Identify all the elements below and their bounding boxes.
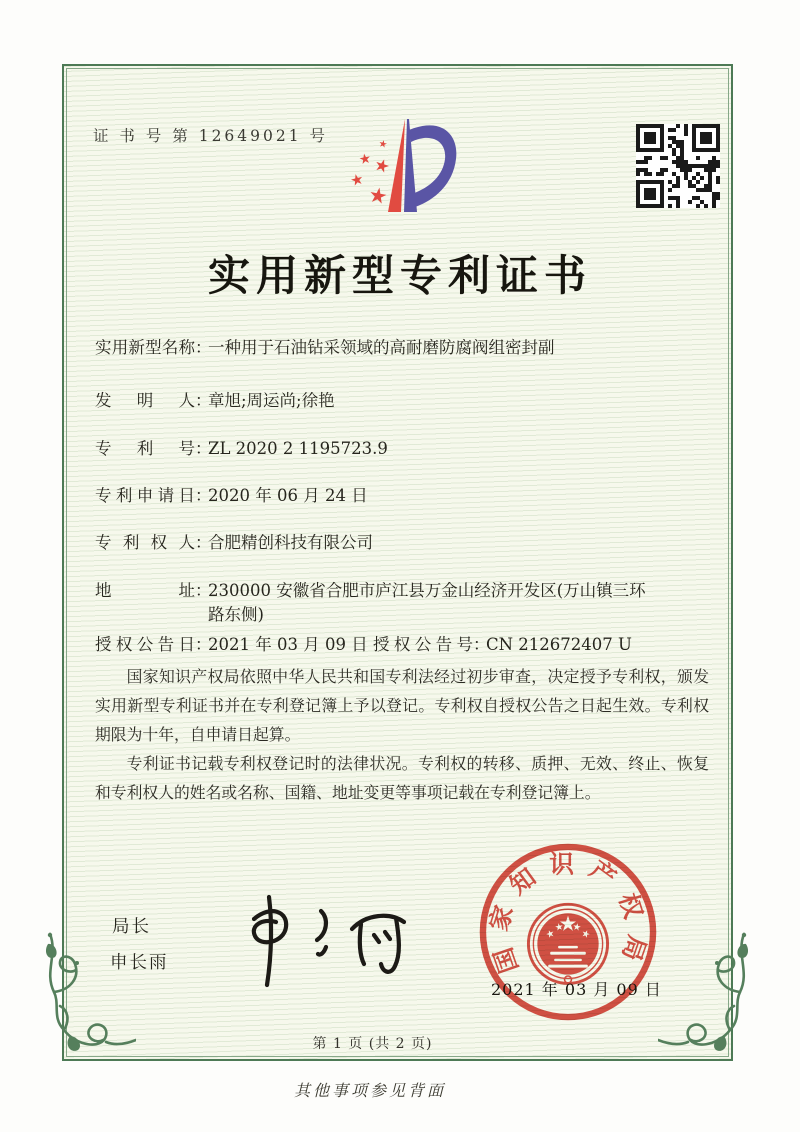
field-row-patentee: 专利权人：合肥精创科技有限公司 [95, 531, 715, 555]
field-value: ZL 2020 2 1195723.9 [208, 439, 388, 458]
grant-date-label: 授权公告日 [95, 635, 195, 654]
signer-title: 局长 [112, 917, 151, 937]
handwritten-signature-icon [228, 891, 408, 989]
field-value: 2020 年 06 月 24 日 [208, 486, 368, 505]
field-label: 实用新型名称 [95, 338, 195, 357]
field-value: 230000 安徽省合肥市庐江县万金山经济开发区(万山镇三环路东侧) [208, 581, 646, 624]
certificate-number: 证 书 号 第 12649021 号 [93, 127, 329, 145]
field-label: 地址 [95, 581, 195, 600]
field-row-name: 实用新型名称：一种用于石油钻采领域的高耐磨防腐阀组密封副 [95, 336, 715, 360]
field-row-inventors: 发明人：章旭;周运尚;徐艳 [95, 389, 715, 413]
certificate-title: 实用新型专利证书 [207, 251, 592, 300]
field-row-filing-date: 专利申请日：2020 年 06 月 24 日 [95, 484, 715, 508]
seal-text: 国家知识产权局 [483, 849, 653, 977]
field-row-patent-no: 专利号：ZL 2020 2 1195723.9 [95, 437, 715, 461]
field-value: 一种用于石油钻采领域的高耐磨防腐阀组密封副 [208, 338, 555, 357]
field-row-grant: 授权公告日：2021 年 03 月 09 日 授权公告号：CN 212672407 U [95, 635, 632, 654]
seal-date: 2021 年 03 月 09 日 [491, 980, 662, 999]
cnipa-logo-icon [347, 114, 459, 218]
grant-number-value: CN 212672407 U [486, 635, 632, 654]
grant-number-label: 授权公告号 [373, 635, 473, 654]
field-value: 章旭;周运尚;徐艳 [208, 391, 335, 410]
field-label: 专利申请日 [95, 486, 195, 505]
field-label: 专利号 [95, 439, 195, 458]
page-indicator: 第 1 页 (共 2 页) [312, 1036, 433, 1052]
field-label: 专利权人 [95, 533, 195, 552]
body-paragraph: 专利证书记载专利权登记时的法律状况。专利权的转移、质押、无效、终止、恢复和专利权人的姓名或名称、国籍、地址变更等事项记载在专利登记簿上。 [95, 754, 709, 802]
legal-text [95, 662, 709, 807]
back-note: 其他事项参见背面 [293, 1081, 446, 1100]
signer-name: 申长雨 [110, 953, 169, 973]
field-list [95, 336, 715, 656]
grant-date-value: 2021 年 03 月 09 日 [208, 635, 368, 654]
field-value: 合肥精创科技有限公司 [208, 533, 373, 552]
national-emblem-icon [528, 904, 607, 983]
field-label: 发明人 [95, 391, 195, 410]
body-paragraph: 国家知识产权局依照中华人民共和国专利法经过初步审查，决定授予专利权，颁发实用新型专利证书并在专利登记簿上予以登记。专利权自授权公告之日起生效。专利权期限为十年，自申请日起算。 [95, 667, 709, 744]
qr-code [636, 124, 720, 208]
field-row-address: 地址：230000 安徽省合肥市庐江县万金山经济开发区(万山镇三环路东侧) [95, 579, 715, 627]
